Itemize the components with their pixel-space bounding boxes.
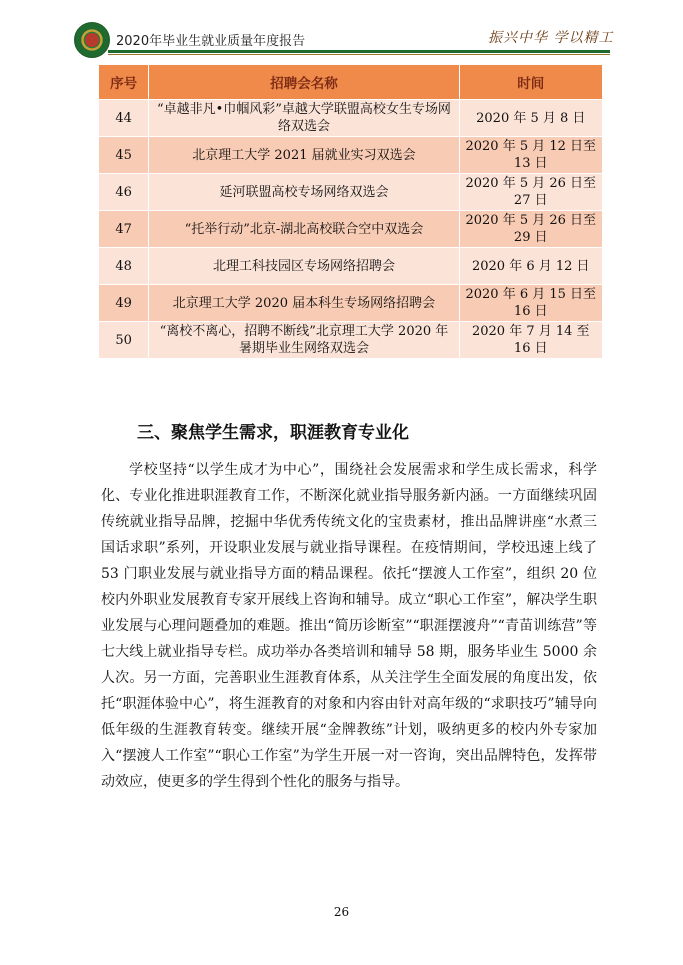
university-logo-icon bbox=[74, 22, 110, 58]
row-number: 49 bbox=[99, 285, 149, 322]
header-divider bbox=[108, 50, 610, 53]
row-number: 50 bbox=[99, 322, 149, 359]
row-fair-name: 北理工科技园区专场网络招聘会 bbox=[149, 248, 459, 285]
col-header-name: 招聘会名称 bbox=[149, 65, 459, 100]
row-fair-name: “托举行动”北京-湖北高校联合空中双选会 bbox=[149, 211, 459, 248]
row-fair-name: 北京理工大学 2021 届就业实习双选会 bbox=[149, 137, 459, 174]
row-fair-name: “离校不离心，招聘不断线”北京理工大学 2020 年暑期毕业生网络双选会 bbox=[149, 322, 459, 359]
row-number: 44 bbox=[99, 100, 149, 137]
row-fair-name: 延河联盟高校专场网络双选会 bbox=[149, 174, 459, 211]
row-fair-name: 北京理工大学 2020 届本科生专场网络招聘会 bbox=[149, 285, 459, 322]
row-number: 45 bbox=[99, 137, 149, 174]
table-row bbox=[99, 137, 603, 174]
body-paragraph: 学校坚持“以学生成才为中心”，围绕社会发展需求和学生成长需求，科学化、专业化推进职涯教育工作，不断深化就业指导服务新内涵。一方面继续巩固传统就业指导品牌，挖掘中华优秀传统文化的宝贵素材，推出品牌讲座“水煮三国话求职”系列，开设职业发展与就业指导课程。在疫情期间，学校迅速上线了 53 门职业发展与就业指导方面的精品课程。依托“摆渡人工作室”，组织 20 位校内外职业发展教育专家开展线上咨询和辅导。成立“职心工作室”，解决学生职业发展与心理问题叠加的难题。推出“简历诊断室”“职涯摆渡舟”“青苗训练营”等七大线上就业指导专栏。成功举办各类培训和辅导 58 期，服务毕业生 5000 余人次。另一方面，完善职业生涯教育体系，从关注学生全面发展的角度出发，依托“职涯体验中心”，将生涯教育的对象和内容由针对高年级的“求职技巧”辅导向低年级的生涯教育转变。继续开展“金牌教练”计划，吸纳更多的校内外专家加入“摆渡人工作室”“职心工作室”为学生开展一对一咨询，突出品牌特色，发挥带动效应，使更多的学生得到个性化的服务与指导。 bbox=[101, 462, 597, 790]
row-time: 2020 年 7 月 14 至 16 日 bbox=[459, 322, 602, 359]
table-row bbox=[99, 322, 603, 359]
motto: 振兴中华 学以精工 bbox=[488, 30, 614, 46]
page-header bbox=[0, 0, 683, 62]
table-row bbox=[99, 285, 603, 322]
row-time: 2020 年 6 月 12 日 bbox=[459, 248, 602, 285]
table-header-row bbox=[99, 65, 603, 100]
header-divider-thin bbox=[108, 54, 610, 55]
row-time: 2020 年 6 月 15 日至 16 日 bbox=[459, 285, 602, 322]
row-time: 2020 年 5 月 8 日 bbox=[459, 100, 602, 137]
table-row bbox=[99, 100, 603, 137]
row-number: 47 bbox=[99, 211, 149, 248]
row-number: 48 bbox=[99, 248, 149, 285]
col-header-number: 序号 bbox=[99, 65, 149, 100]
job-fair-table bbox=[98, 64, 603, 359]
table-row bbox=[99, 248, 603, 285]
page-number: 26 bbox=[333, 905, 350, 919]
row-time: 2020 年 5 月 26 日至 29 日 bbox=[459, 211, 602, 248]
table-row bbox=[99, 174, 603, 211]
section-heading: 三、聚焦学生需求，职涯教育专业化 bbox=[137, 423, 409, 443]
row-fair-name: “卓越非凡•巾帼风彩”卓越大学联盟高校女生专场网络双选会 bbox=[149, 100, 459, 137]
row-time: 2020 年 5 月 26 日至 27 日 bbox=[459, 174, 602, 211]
row-time: 2020 年 5 月 12 日至 13 日 bbox=[459, 137, 602, 174]
row-number: 46 bbox=[99, 174, 149, 211]
col-header-time: 时间 bbox=[459, 65, 602, 100]
table-row bbox=[99, 211, 603, 248]
report-title: 2020年毕业生就业质量年度报告 bbox=[116, 34, 306, 49]
